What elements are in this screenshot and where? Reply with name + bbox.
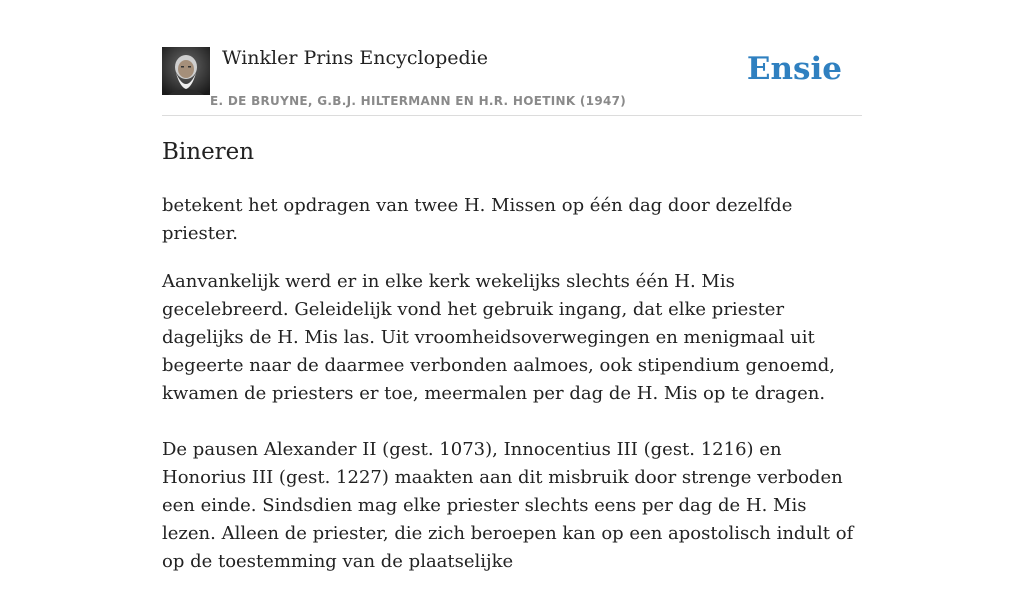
site-name[interactable]: Winkler Prins Encyclopedie <box>222 47 488 69</box>
author-portrait-image <box>162 47 210 95</box>
article-paragraph: betekent het opdragen van twee H. Missen op één dag door dezelfde priester. <box>162 195 793 244</box>
brand-logo[interactable]: Ensie <box>746 51 842 87</box>
article-paragraph: De pausen Alexander II (gest. 1073), Innocentius III (gest. 1216) en Honorius III (gest. 1227) maakten aan dit misbruik door strenge verboden een einde. Sindsdien mag elke priester slechts eens per dag de H. Mis lezen. Alleen de priester, die zich beroepen kan op een apostolisch indult of op de toestemming van de plaatselijke <box>162 439 854 572</box>
author-avatar <box>162 47 210 95</box>
article-paragraph: Aanvankelijk werd er in elke kerk wekelijks slechts één H. Mis gecelebreerd. Geleidelijk vond het gebruik ingang, dat elke priester dagelijks de H. Mis las. Uit vroomheidsoverwegingen en menigmaal uit begeerte naar de daarmee verbonden aalmoes, ook stipendium genoemd, kwamen de priesters er toe, meermalen per dag de H. Mis op te dragen. <box>162 271 836 404</box>
authors-line: E. DE BRUYNE, G.B.J. HILTERMANN EN H.R. HOETINK (1947) <box>210 94 627 108</box>
article-body <box>162 192 862 596</box>
article-title: Bineren <box>162 139 255 165</box>
site-header <box>162 45 862 116</box>
